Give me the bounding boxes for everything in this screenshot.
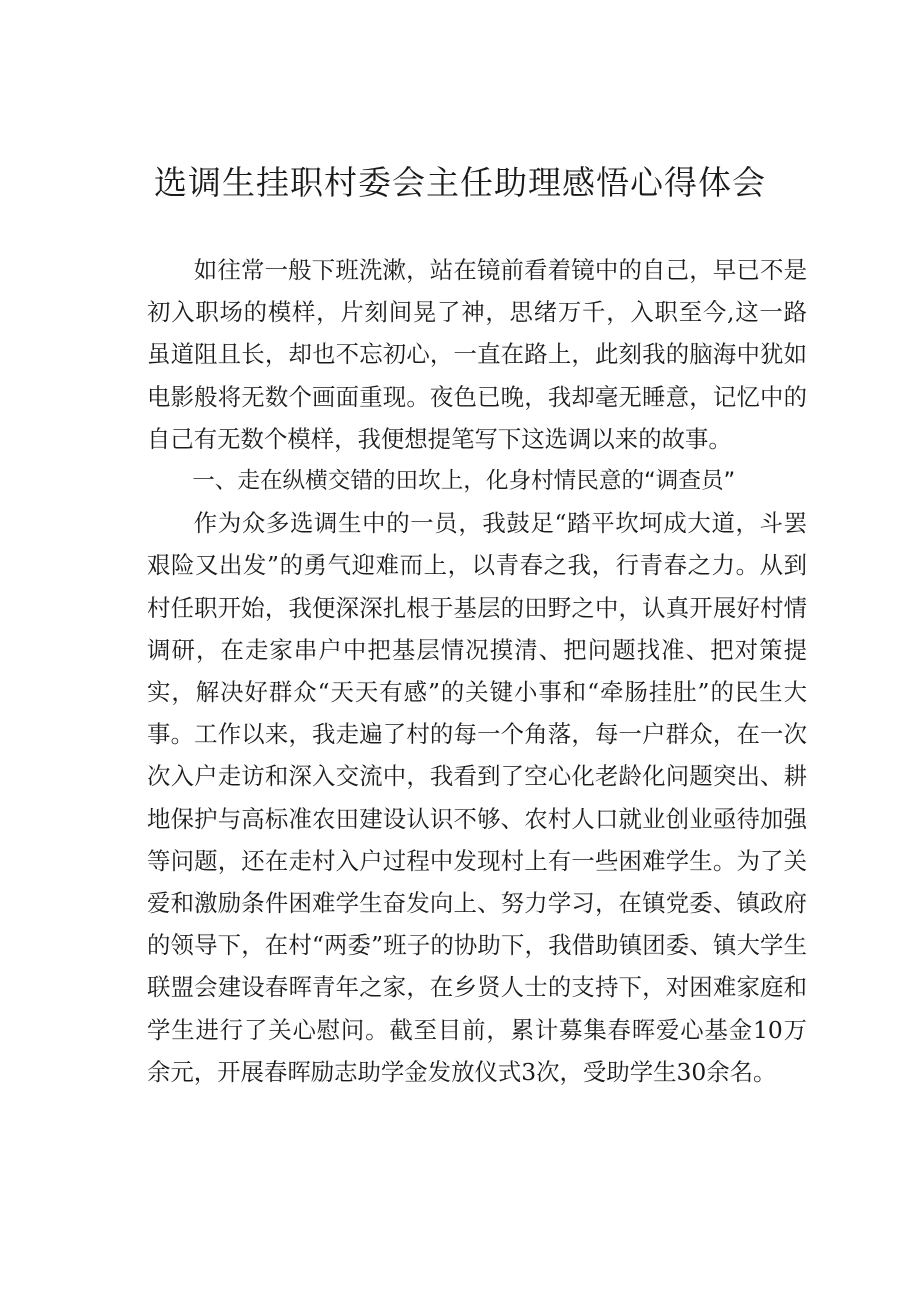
document-body — [147, 249, 807, 1093]
intro-paragraph: 如往常一般下班洗漱，站在镜前看着镜中的自己，早已不是初入职场的模样，片刻间晃了神，思绪万千，入职至今,这一路虽道阻且长，却也不忘初心，一直在路上，此刻我的脑海中犹如电影般将无数个画面重现。夜色已晚，我却毫无睡意，记忆中的自己有无数个模样，我便想提笔写下这选调以来的故事。 — [147, 256, 807, 453]
document-title: 选调生挂职村委会主任助理感悟心得体会 — [154, 163, 766, 202]
section-heading-1: 一、走在纵横交错的田坎上，化身村情民意的“调查员” — [192, 468, 736, 495]
section-1-paragraph: 作为众多选调生中的一员，我鼓足“踏平坎坷成大道，斗罢艰险又出发”的勇气迎难而上，以青春之我，行青春之力。从到村任职开始，我便深深扎根于基层的田野之中，认真开展好村情调研，在走家串户中把基层情况摸清、把问题找准、把对策提实，解决好群众“天天有感”的关键小事和“牵肠挂肚”的民生大事。工作以来，我走遍了村的每一个角落，每一户群众，在一次次入户走访和深入交流中，我看到了空心化老龄化问题突出、耕地保护与高标准农田建设认识不够、农村人口就业创业亟待加强等问题，还在走村入户过程中发现村上有一些困难学生。为了关爱和激励条件困难学生奋发向上、努力学习，在镇党委、镇政府的领导下，在村“两委”班子的协助下，我借助镇团委、镇大学生联盟会建设春晖青年之家，在乡贤人士的支持下，对困难家庭和学生进行了关心慰问。截至目前，累计募集春晖爱心基金10万余元，开展春晖励志助学金发放仪式3次，受助学生30余名。 — [147, 509, 807, 1086]
